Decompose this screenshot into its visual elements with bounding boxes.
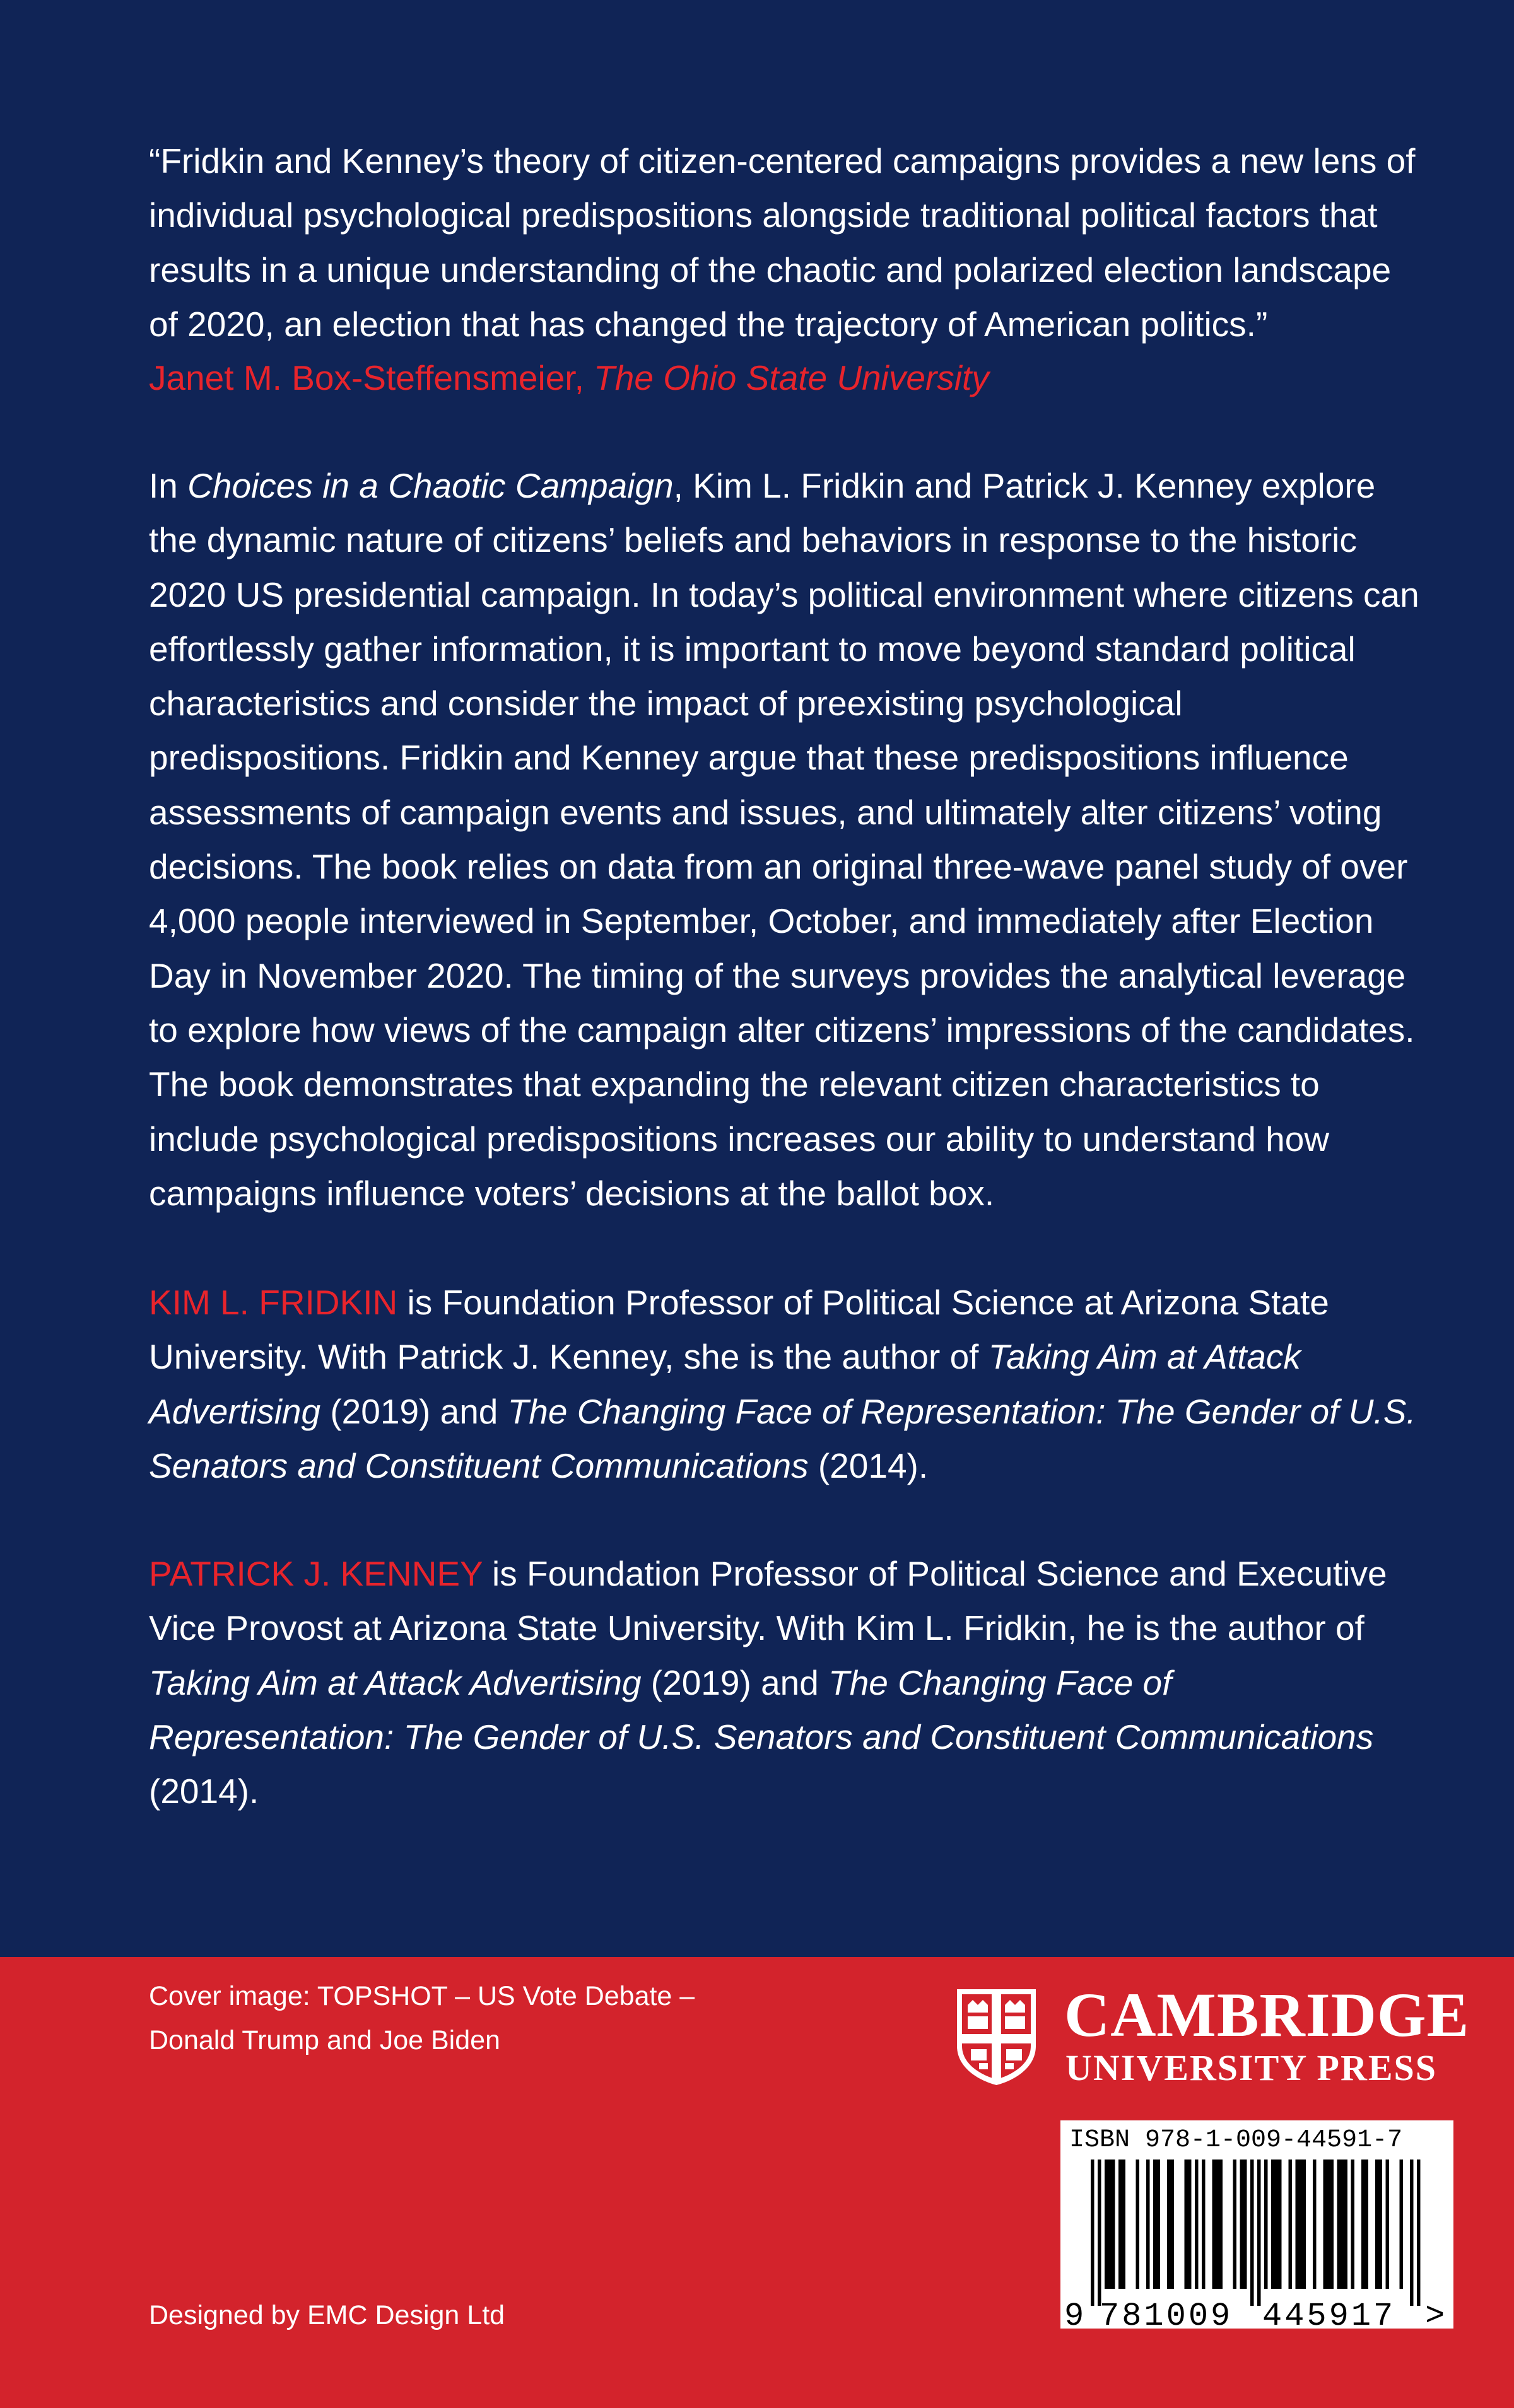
- author-bio-fridkin: KIM L. FRIDKIN is Foundation Professor of Political Science at Arizona State University. With Patrick J. Kenney, she is the author of Taking Aim at Attack Advertising (2019) and The Changing Face of Representation: The Gender of U.S. Senators and Constituent Communications (2014).: [149, 1283, 1416, 1485]
- barcode-bar: [1153, 2160, 1157, 2289]
- barcode-bar: [1400, 2160, 1404, 2289]
- book-title: Choices in a Chaotic Campaign: [187, 466, 674, 505]
- barcode-bar: [1361, 2160, 1365, 2289]
- barcode-bar: [1275, 2160, 1279, 2289]
- barcode-bar: [1271, 2160, 1275, 2289]
- barcode-bar: [1202, 2160, 1206, 2289]
- endorsement-attribution: [149, 351, 1423, 405]
- barcode-bar: [1219, 2160, 1223, 2289]
- barcode-bar: [1118, 2160, 1122, 2289]
- barcode-bar: [1112, 2160, 1115, 2289]
- barcode-bar: [1091, 2160, 1094, 2306]
- barcode-bar: [1171, 2160, 1175, 2289]
- endorsement-quote: “Fridkin and Kenney’s theory of citizen-centered campaigns provides a new lens of individual psychological predispositions alongside traditional political factors that results in a unique understanding of the chaotic and polarized election landscape of 2020, an election that has changed the trajectory of American politics.”: [149, 141, 1416, 344]
- barcode-bar: [1379, 2160, 1383, 2289]
- barcode-bar: [1240, 2160, 1244, 2289]
- design-credit: Designed by EMC Design Ltd: [149, 2300, 505, 2330]
- university-crest-icon: [954, 1986, 1039, 2087]
- barcode-bar: [1365, 2160, 1369, 2289]
- barcode-bar: [1185, 2160, 1188, 2289]
- author-name-fridkin: KIM L. FRIDKIN: [149, 1283, 398, 1322]
- barcode-right-digits: 445917: [1262, 2298, 1396, 2329]
- publisher-subtitle: UNIVERSITY PRESS: [1065, 2047, 1438, 2088]
- barcode-bar: [1167, 2160, 1171, 2289]
- barcode-bar: [1386, 2160, 1390, 2289]
- barcode-bar: [1216, 2160, 1219, 2289]
- barcode-bar: [1351, 2160, 1355, 2289]
- book-description: In Choices in a Chaotic Campaign, Kim L. Fridkin and Patrick J. Kenney explore the dynamic nature of citizens’ beliefs and behaviors in response to the historic 2020 US presidential campaign. In today’s political environment where citizens can effortlessly gather information, it is important to move beyond standard political characteristics and consider the impact of preexisting psychological predispositions. Fridkin and Kenney argue that these predispositions influence assessments of campaign events and issues, and ultimately alter citizens’ voting decisions. The book relies on data from an original three-wave panel study of over 4,000 people interviewed in September, October, and immediately after Election Day in November 2020. The timing of the surveys provides the analytical leverage to explore how views of the campaign alter citizens’ impressions of the candidates. The book demonstrates that expanding the relevant citizen characteristics to include psychological predispositions increases our ability to understand how campaigns influence voters’ decisions at the ballot box.: [149, 466, 1419, 1213]
- barcode-bar: [1157, 2160, 1161, 2289]
- endorser-name: Janet M. Box-Steffensmeier,: [149, 358, 584, 397]
- barcode-bar: [1105, 2160, 1108, 2289]
- barcode-bar: [1136, 2160, 1140, 2289]
- barcode-bar: [1337, 2160, 1341, 2289]
- barcode-bar: [1264, 2160, 1268, 2289]
- barcode-bar: [1243, 2160, 1247, 2289]
- barcode-first-digit: 9: [1064, 2298, 1084, 2329]
- endorser-institution: The Ohio State University: [594, 358, 989, 397]
- barcode-left-digits: 781009: [1100, 2298, 1233, 2329]
- author-bio-kenney: PATRICK J. KENNEY is Foundation Professor of Political Science and Executive Vice Provost at Arizona State University. With Kim L. Fridkin, he is the author of Taking Aim at Attack Advertising (2019) and The Changing Face of Representation: The Gender of U.S. Senators and Constituent Communications (2014).: [149, 1554, 1387, 1811]
- barcode-bar: [1323, 2160, 1327, 2289]
- barcode-bar: [1410, 2160, 1414, 2306]
- barcode-bar: [1108, 2160, 1112, 2289]
- isbn-barcode: [1060, 2120, 1453, 2329]
- barcode-bar: [1122, 2160, 1126, 2289]
- barcode-bar: [1257, 2160, 1261, 2306]
- barcode-bar: [1330, 2160, 1334, 2289]
- barcode-bar: [1327, 2160, 1330, 2289]
- barcode-bar: [1146, 2160, 1150, 2289]
- isbn-label: ISBN 978-1-009-44591-7: [1069, 2126, 1403, 2154]
- publisher-logo: [954, 1980, 1470, 2089]
- barcode-bar: [1313, 2160, 1317, 2289]
- barcode-bar: [1212, 2160, 1216, 2289]
- cover-image-credit: Cover image: TOPSHOT – US Vote Debate – Donald Trump and Joe Biden: [149, 1981, 695, 2055]
- barcode-bar: [1299, 2160, 1303, 2289]
- barcode-graphic: [1060, 2160, 1453, 2329]
- barcode-bar: [1344, 2160, 1348, 2289]
- barcode-bar: [1296, 2160, 1300, 2289]
- barcode-bar: [1289, 2160, 1293, 2289]
- publisher-name: CAMBRIDGE: [1064, 1980, 1470, 2050]
- barcode-bar: [1188, 2160, 1192, 2289]
- barcode-bar: [1195, 2160, 1199, 2289]
- barcode-arrow: >: [1425, 2298, 1445, 2329]
- barcode-bar: [1375, 2160, 1379, 2289]
- barcode-bar: [1303, 2160, 1306, 2289]
- author-name-kenney: PATRICK J. KENNEY: [149, 1554, 483, 1593]
- barcode-bar: [1278, 2160, 1282, 2289]
- barcode-bar: [1341, 2160, 1344, 2289]
- barcode-bar: [1417, 2160, 1421, 2306]
- barcode-bar: [1250, 2160, 1254, 2306]
- barcode-bar: [1098, 2160, 1101, 2306]
- barcode-bar: [1233, 2160, 1237, 2289]
